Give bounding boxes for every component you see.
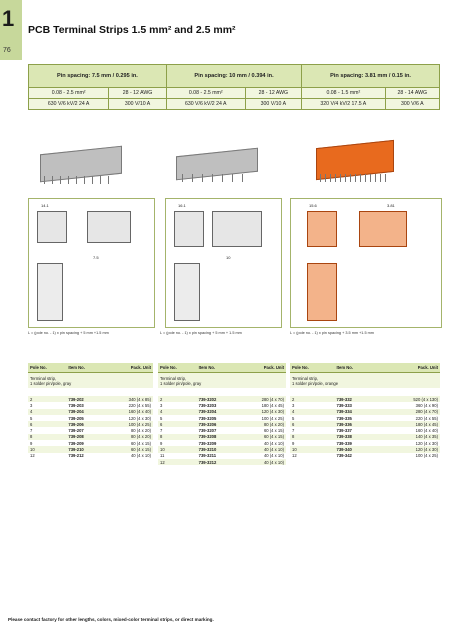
page-number: 76	[3, 47, 11, 54]
item-number: 739-342	[336, 453, 352, 459]
item-number: 739-209	[68, 440, 84, 446]
item-number: 739-334	[335, 409, 379, 415]
pole-number: 4	[290, 409, 335, 415]
item-number: 739-3210	[197, 446, 237, 452]
pole-number: 12	[158, 459, 197, 465]
product-table-gray-10	[158, 363, 286, 465]
item-number: 739-3206	[197, 421, 237, 427]
col-header-pack: Pack. Unit	[104, 363, 153, 373]
product-photo-gray-10	[176, 146, 262, 188]
terminal-top-view	[37, 263, 63, 321]
pack-unit: 60 (4 x 15)	[130, 440, 151, 446]
length-formula: L = (pole no. - 1) x pin spacing + 5 mm + 1.5 mm	[160, 331, 242, 335]
terminal-front-view	[359, 211, 407, 247]
pole-number: 3	[160, 402, 163, 408]
col-header-pack: Pack. Unit	[237, 363, 286, 373]
product-photo-gray-7-5	[40, 140, 126, 188]
drawing-box-3	[290, 198, 442, 328]
pack-unit: 60 (4 x 15)	[263, 428, 284, 434]
terminal-top-view	[307, 263, 337, 321]
item-number: 739-332	[335, 396, 379, 402]
dimension-label: 10	[226, 255, 231, 260]
pole-number: 8	[290, 434, 335, 440]
spec-cell: 28 - 14 AWG	[385, 88, 439, 99]
col-header-pole: Pole No.	[290, 363, 335, 373]
item-number: 739-3203	[198, 402, 217, 408]
item-number: 739-205	[68, 415, 84, 421]
pack-unit: 100 (4 x 25)	[415, 453, 438, 459]
spec-cell: 28 - 12 AWG	[245, 88, 302, 99]
product-table-orange-3-81	[290, 363, 440, 459]
spec-cell: 0.08 - 2.5 mm²	[29, 88, 109, 99]
spec-cell: 28 - 12 AWG	[109, 88, 167, 99]
item-number: 739-339	[336, 440, 352, 446]
terminal-side-view	[37, 211, 67, 243]
dimension-label: 3.81	[387, 203, 395, 208]
item-number: 739-337	[336, 428, 352, 434]
spec-cell: 300 V/6 A	[385, 99, 439, 110]
pack-unit: 100 (4 x 25)	[104, 421, 153, 427]
pack-unit: 220 (4 x 55)	[415, 415, 438, 421]
page-title: PCB Terminal Strips 1.5 mm² and 2.5 mm²	[28, 24, 236, 36]
spec-heading: Pin spacing: 10 mm / 0.394 in.	[166, 65, 301, 88]
col-header-item: Item No.	[66, 363, 104, 373]
pack-unit: 100 (4 x 25)	[261, 415, 284, 421]
item-number: 739-3209	[198, 440, 217, 446]
spec-cell: 0.08 - 1.5 mm²	[302, 88, 385, 99]
col-header-item: Item No.	[197, 363, 237, 373]
spacer	[28, 388, 153, 396]
spec-heading: Pin spacing: 7.5 mm / 0.295 in.	[29, 65, 167, 88]
spec-heading: Pin spacing: 3.81 mm / 0.15 in.	[302, 65, 440, 88]
pack-unit: 180 (4 x 45)	[261, 402, 284, 408]
pole-number: 5	[292, 415, 295, 421]
item-number: 739-207	[68, 428, 84, 434]
spec-cell: 630 V/6 kV/2 24 A	[29, 99, 109, 110]
pole-number: 10	[290, 446, 335, 452]
item-number: 739-208	[66, 434, 104, 440]
pack-unit: 80 (4 x 20)	[104, 434, 153, 440]
pole-number: 4	[28, 409, 66, 415]
pack-unit: 120 (4 x 30)	[415, 440, 438, 446]
item-number: 739-333	[336, 402, 352, 408]
pack-unit: 280 (4 x 70)	[237, 396, 286, 402]
length-formula: L = (pole no. - 1) x pin spacing + 5 mm +1.5 mm	[28, 331, 109, 335]
pole-number: 2	[290, 396, 335, 402]
item-number: 739-3212	[197, 459, 237, 465]
pack-unit: 520 (4 x 130)	[379, 396, 441, 402]
dimension-label: 14.1	[41, 203, 49, 208]
pack-unit: 220 (4 x 55)	[128, 402, 151, 408]
pack-unit: 40 (4 x 10)	[130, 453, 151, 459]
pole-number: 3	[30, 402, 33, 408]
item-number: 739-3204	[197, 409, 237, 415]
pack-unit: 60 (4 x 15)	[104, 446, 153, 452]
dimension-label: 16.1	[178, 203, 186, 208]
item-number: 739-338	[335, 434, 379, 440]
drawing-box-1	[28, 198, 155, 328]
pole-number: 2	[158, 396, 197, 402]
pole-number: 6	[290, 421, 335, 427]
spec-cell: 630 V/6 kV/2 24 A	[166, 99, 245, 110]
spec-cell: 300 V/10 A	[245, 99, 302, 110]
pole-number: 9	[160, 440, 163, 446]
pack-unit: 160 (4 x 40)	[415, 428, 438, 434]
spec-cell: 300 V/10 A	[109, 99, 167, 110]
spacer	[158, 388, 286, 396]
item-number: 739-3205	[198, 415, 217, 421]
pack-unit: 140 (4 x 35)	[379, 434, 441, 440]
item-number: 739-3208	[197, 434, 237, 440]
pack-unit: 180 (4 x 45)	[379, 421, 441, 427]
footer-note: Please contact factory for other lengths, colors, mixed-color terminal strips, or direct marking.	[8, 617, 214, 622]
terminal-front-view	[212, 211, 262, 247]
pole-number: 12	[30, 453, 35, 459]
pack-unit: 60 (4 x 15)	[237, 434, 286, 440]
pack-unit: 40 (4 x 10)	[237, 446, 286, 452]
pack-unit: 120 (4 x 30)	[237, 409, 286, 415]
table-row	[290, 453, 440, 459]
item-number: 739-204	[66, 409, 104, 415]
pack-unit: 120 (4 x 30)	[379, 446, 441, 452]
pole-number: 2	[28, 396, 66, 402]
terminal-side-view	[307, 211, 337, 247]
item-number: 739-3207	[198, 428, 217, 434]
length-formula: L = (pole no. - 1) x pin spacing + 3.5 mm +1.5 mm	[290, 331, 374, 335]
pole-number: 5	[160, 415, 163, 421]
product-photo-orange-3-81	[316, 136, 398, 188]
chapter-number: 1	[2, 6, 15, 31]
table-description: Terminal strip, 1 solder pin/pole, orange	[290, 373, 440, 389]
pole-number: 5	[30, 415, 33, 421]
col-header-item: Item No.	[335, 363, 379, 373]
spec-cell: 320 V/4 kV/2 17.5 A	[302, 99, 385, 110]
pole-number: 8	[158, 434, 197, 440]
terminal-top-view	[174, 263, 200, 321]
pack-unit: 40 (4 x 10)	[263, 440, 284, 446]
item-number: 739-3211	[198, 453, 217, 459]
pole-number: 7	[292, 428, 295, 434]
table-row	[28, 453, 153, 459]
pack-unit: 340 (4 x 85)	[104, 396, 153, 402]
spec-table	[28, 64, 440, 110]
pole-number: 6	[28, 421, 66, 427]
pack-unit: 280 (4 x 70)	[379, 409, 441, 415]
pole-number: 9	[292, 440, 295, 446]
item-number: 739-340	[335, 446, 379, 452]
pack-unit: 40 (4 x 10)	[263, 453, 284, 459]
item-number: 739-3202	[197, 396, 237, 402]
pack-unit: 80 (4 x 20)	[130, 428, 151, 434]
pole-number: 12	[292, 453, 297, 459]
table-description: Terminal strip, 1 solder pin/pole, gray	[28, 373, 153, 389]
spacer	[290, 388, 440, 396]
table-row	[158, 459, 286, 465]
product-table-gray-7-5	[28, 363, 153, 459]
col-header-pole: Pole No.	[158, 363, 197, 373]
item-number: 739-203	[68, 402, 84, 408]
item-number: 739-210	[66, 446, 104, 452]
pole-number: 3	[292, 402, 295, 408]
drawing-box-2	[165, 198, 282, 328]
pack-unit: 360 (4 x 90)	[415, 402, 438, 408]
pole-number: 7	[160, 428, 163, 434]
dimension-label: 15.6	[309, 203, 317, 208]
pack-unit: 80 (4 x 20)	[237, 421, 286, 427]
spec-cell: 0.08 - 2.5 mm²	[166, 88, 245, 99]
pack-unit: 40 (4 x 10)	[237, 459, 286, 465]
pack-unit: 160 (4 x 40)	[104, 409, 153, 415]
pole-number: 9	[30, 440, 33, 446]
terminal-side-view	[174, 211, 204, 247]
item-number: 739-202	[66, 396, 104, 402]
table-description: Terminal strip, 1 solder pin/pole, gray	[158, 373, 286, 389]
pole-number: 11	[160, 453, 165, 459]
pole-number: 10	[28, 446, 66, 452]
item-number: 739-206	[66, 421, 104, 427]
pack-unit: 120 (4 x 30)	[128, 415, 151, 421]
item-number: 739-336	[335, 421, 379, 427]
item-number: 739-212	[68, 453, 84, 459]
pole-number: 8	[28, 434, 66, 440]
col-header-pole: Pole No.	[28, 363, 66, 373]
pole-number: 6	[158, 421, 197, 427]
pole-number: 4	[158, 409, 197, 415]
dimension-label: 7.5	[93, 255, 99, 260]
item-number: 739-335	[336, 415, 352, 421]
col-header-pack: Pack. Unit	[379, 363, 441, 373]
terminal-front-view	[87, 211, 131, 243]
pole-number: 10	[158, 446, 197, 452]
pole-number: 7	[30, 428, 33, 434]
